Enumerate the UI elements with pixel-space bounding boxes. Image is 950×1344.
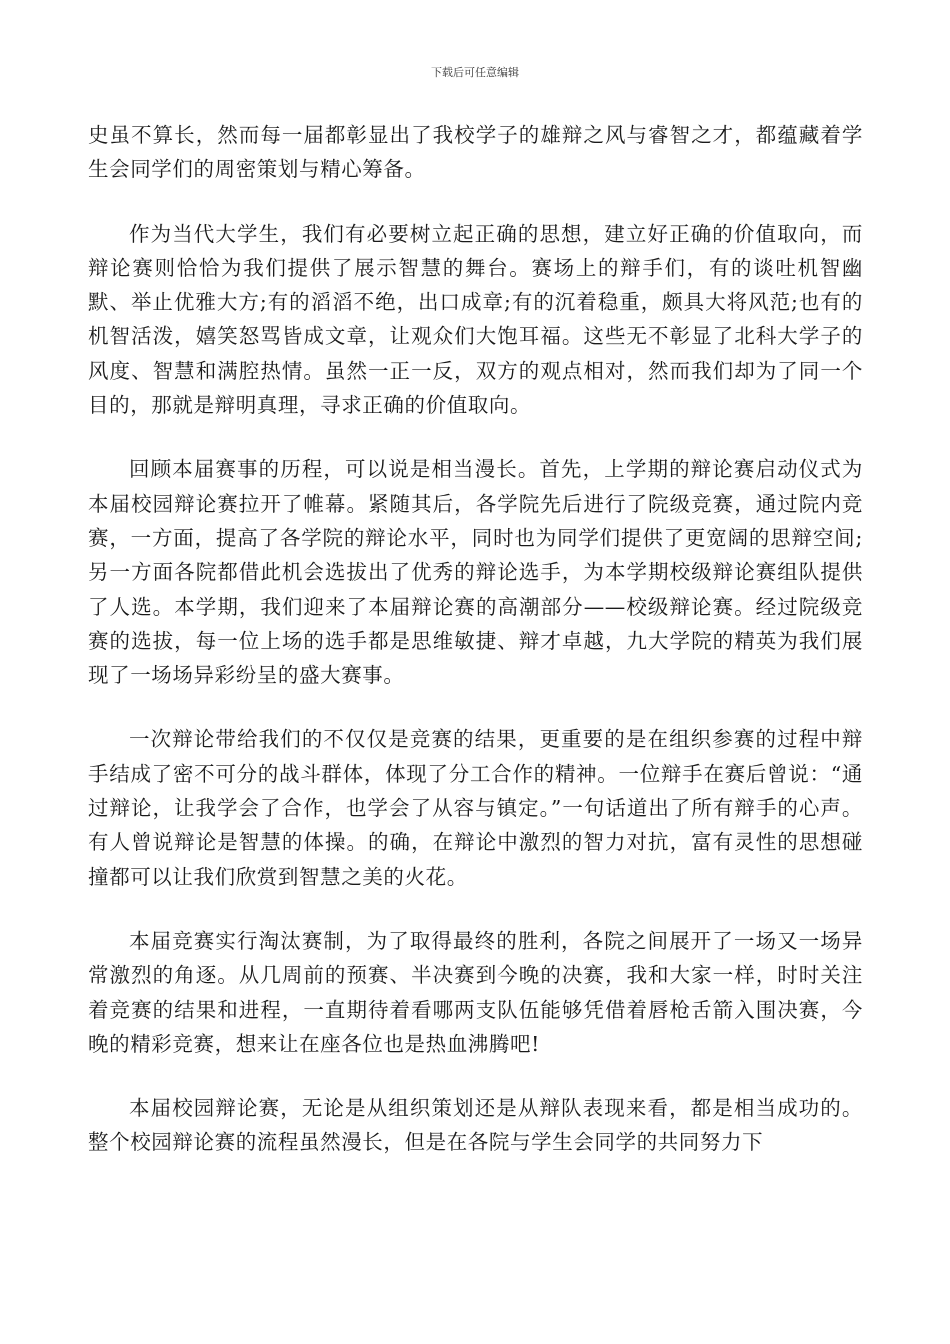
paragraph-6: 本届校园辩论赛，无论是从组织策划还是从辩队表现来看，都是相当成功的。整个校园辩论赛的流程虽然漫长，但是在各院与学生会同学的共同努力下 [88, 1096, 863, 1155]
paragraph-3: 回顾本届赛事的历程，可以说是相当漫长。首先，上学期的辩论赛启动仪式为本届校园辩论赛拉开了帷幕。紧随其后，各学院先后进行了院级竞赛，通过院内竞赛，一方面，提高了各学院的辩论水平，同时也为同学们提供了更宽阔的思辩空间;另一方面各院都借此机会选拔出了优秀的辩论选手，为本学期校级辩论赛组队提供了人选。本学期，我们迎来了本届辩论赛的高潮部分——校级辩论赛。经过院级竞赛的选拔，每一位上场的选手都是思维敏捷、辩才卓越，九大学院的精英为我们展现了一场场异彩纷呈的盛大赛事。 [88, 457, 863, 688]
paragraph-1: 史虽不算长，然而每一届都彰显出了我校学子的雄辩之风与睿智之才，都蕴藏着学生会同学们的周密策划与精心筹备。 [88, 123, 863, 182]
paragraph-4: 一次辩论带给我们的不仅仅是竞赛的结果，更重要的是在组织参赛的过程中辩手结成了密不可分的战斗群体，体现了分工合作的精神。一位辩手在赛后曾说：“通过辩论，让我学会了合作，也学会了从容与镇定。”一句话道出了所有辩手的心声。有人曾说辩论是智慧的体操。的确，在辩论中激烈的智力对抗，富有灵性的思想碰撞都可以让我们欣赏到智慧之美的火花。 [88, 727, 863, 889]
paragraph-2: 作为当代大学生，我们有必要树立起正确的思想，建立好正确的价值取向，而辩论赛则恰恰为我们提供了展示智慧的舞台。赛场上的辩手们，有的谈吐机智幽默、举止优雅大方;有的滔滔不绝，出口成章;有的沉着稳重，颇具大将风范;也有的机智活泼，嬉笑怒骂皆成文章，让观众们大饱耳福。这些无不彰显了北科大学子的风度、智慧和满腔热情。虽然一正一反，双方的观点相对，然而我们却为了同一个目的，那就是辩明真理，寻求正确的价值取向。 [88, 221, 863, 418]
document-body [88, 118, 863, 1190]
page-header: 下载后可任意编辑 [431, 66, 519, 79]
paragraph-5: 本届竞赛实行淘汰赛制，为了取得最终的胜利，各院之间展开了一场又一场异常激烈的角逐。从几周前的预赛、半决赛到今晚的决赛，我和大家一样，时时关注着竞赛的结果和进程，一直期待着看哪两支队伍能够凭借着唇枪舌箭入围决赛，今晚的精彩竞赛，想来让在座各位也是热血沸腾吧! [88, 928, 863, 1056]
